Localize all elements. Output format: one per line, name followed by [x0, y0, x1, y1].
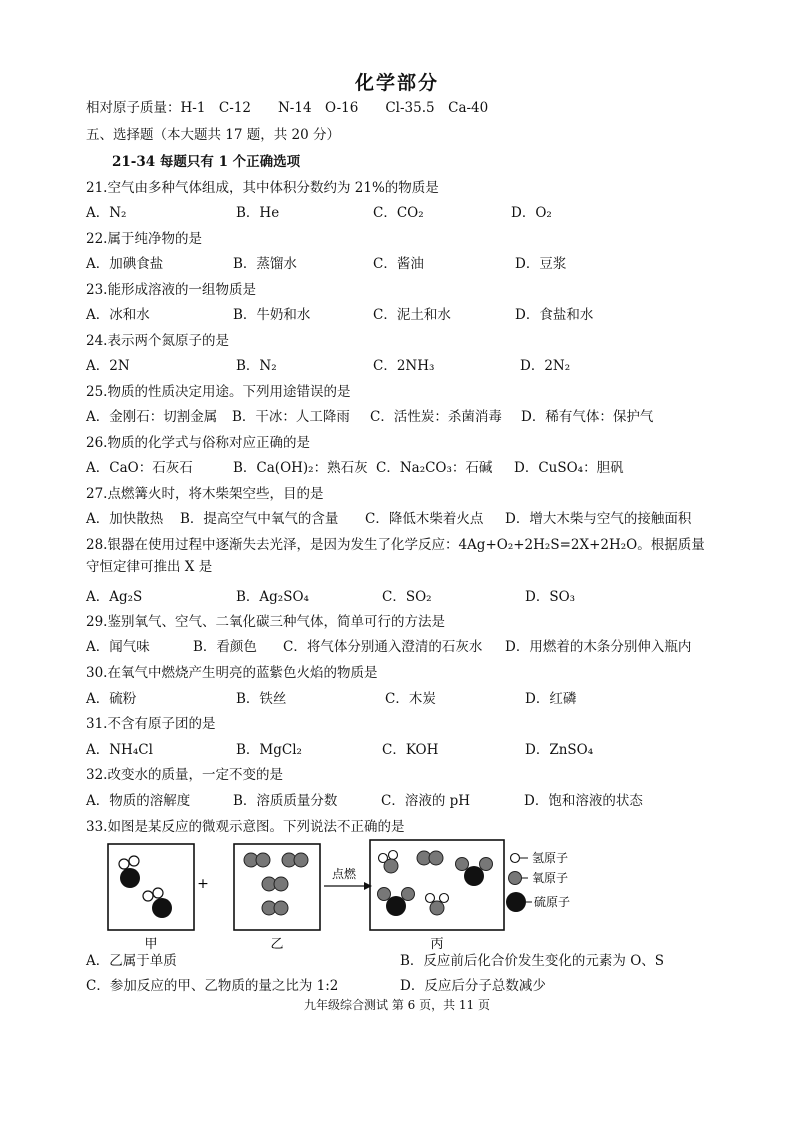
q27-option-a: A．加快散热 [86, 511, 164, 527]
q33-option-a: A．乙属于单质 [86, 953, 177, 969]
question-28: 28.银器在使用过程中逐渐失去光泽，是因为发生了化学反应：4Ag+O₂+2H₂S=2X+2H₂O。根据质量守恒定律可推出 X 是 [86, 537, 705, 575]
q26-option-c: C．Na₂CO₃：石碱 [376, 460, 493, 476]
sub-header: 21-34 每题只有 1 个正确选项 [112, 154, 301, 170]
q32-option-b: B．溶质质量分数 [233, 793, 338, 809]
section-header: 五、选择题（本大题共 17 题，共 20 分） [86, 127, 341, 143]
q25-option-a: A．金刚石：切割金属 [86, 409, 218, 425]
q24-option-b: B．N₂ [236, 358, 277, 374]
q22-option-b: B．蒸馏水 [233, 256, 297, 272]
q33-option-d: D．反应后分子总数减少 [400, 978, 546, 994]
q23-option-c: C．泥土和水 [373, 307, 451, 323]
caption-yi: 乙 [270, 937, 284, 952]
q22-option-c: C．酱油 [373, 256, 424, 272]
q32-option-c: C．溶液的 pH [381, 793, 471, 809]
legend-sulfur-icon [506, 892, 526, 912]
question-31: 31.不含有原子团的是 [86, 716, 216, 732]
q25-option-b: B．干冰：人工降雨 [232, 409, 350, 425]
q29-option-a: A．闻气味 [86, 639, 150, 655]
h2s-molecule [143, 888, 172, 918]
q29-option-c: C．将气体分别通入澄清的石灰水 [283, 639, 483, 655]
legend-hydrogen-label: 氢原子 [532, 851, 569, 865]
q27-option-b: B．提高空气中氧气的含量 [180, 511, 339, 527]
q32-option-d: D．饱和溶液的状态 [524, 793, 643, 809]
h2o-molecule [426, 894, 449, 916]
q30-option-a: A．硫粉 [86, 691, 137, 707]
question-32: 32.改变水的质量，一定不变的是 [86, 767, 283, 783]
q31-option-d: D．ZnSO₄ [525, 742, 594, 758]
q30-option-b: B．铁丝 [236, 691, 287, 707]
q23-option-b: B．牛奶和水 [233, 307, 311, 323]
legend-oxygen-label: 氧原子 [532, 871, 569, 885]
q21-option-a: A．N₂ [86, 205, 127, 221]
q31-option-b: B．MgCl₂ [236, 742, 302, 758]
question-22: 22.属于纯净物的是 [86, 231, 202, 247]
q21-option-c: C．CO₂ [373, 205, 424, 221]
legend-oxygen-icon [509, 872, 522, 885]
q33-option-c: C．参加反应的甲、乙物质的量之比为 1:2 [86, 978, 339, 994]
q22-option-a: A．加碘食盐 [86, 256, 164, 272]
q30-option-d: D．红磷 [525, 691, 577, 707]
o2-excess [417, 851, 443, 865]
q27-option-d: D．增大木柴与空气的接触面积 [505, 511, 692, 527]
question-21: 21.空气由多种气体组成，其中体积分数约为 21%的物质是 [86, 180, 439, 196]
legend-sulfur-label: 硫原子 [534, 895, 571, 909]
question-29: 29.鉴别氧气、空气、二氧化碳三种气体，简单可行的方法是 [86, 614, 445, 630]
q32-option-a: A．物质的溶解度 [86, 793, 191, 809]
q29-option-d: D．用燃着的木条分别伸入瓶内 [505, 639, 692, 655]
q24-option-a: A．2N [86, 358, 130, 374]
q31-option-a: A．NH₄Cl [86, 742, 153, 758]
so2-molecule [378, 888, 415, 917]
q21-option-d: D．O₂ [511, 205, 552, 221]
q25-option-d: D．稀有气体：保护气 [521, 409, 654, 425]
h2o-molecule [379, 851, 399, 874]
atomic-mass-line: 相对原子质量：H-1 C-12 N-14 O-16 Cl-35.5 Ca-40 [86, 100, 489, 116]
q30-option-c: C．木炭 [385, 691, 436, 707]
q26-option-a: A．CaO：石灰石 [86, 460, 193, 476]
q28-option-c: C．SO₂ [382, 589, 432, 605]
page-footer: 九年级综合测试 第 6 页，共 11 页 [304, 998, 490, 1012]
question-26: 26.物质的化学式与俗称对应正确的是 [86, 435, 310, 451]
o2-molecules [244, 853, 308, 915]
q22-option-d: D．豆浆 [515, 256, 567, 272]
q28-option-a: A．Ag₂S [86, 589, 143, 605]
q24-option-d: D．2N₂ [520, 358, 571, 374]
caption-jia: 甲 [144, 937, 158, 952]
q23-option-a: A．冰和水 [86, 307, 150, 323]
q33-option-b: B．反应前后化合价发生变化的元素为 O、S [400, 953, 665, 969]
page-title: 化学部分 [354, 72, 439, 94]
legend [506, 851, 570, 912]
legend-hydrogen-icon [511, 854, 520, 863]
question-30: 30.在氧气中燃烧产生明亮的蓝紫色火焰的物质是 [86, 665, 378, 681]
q31-option-c: C．KOH [382, 742, 439, 758]
q25-option-c: C．活性炭：杀菌消毒 [370, 409, 502, 425]
q28-option-b: B．Ag₂SO₄ [236, 589, 309, 605]
q26-option-d: D．CuSO₄：胆矾 [514, 460, 624, 476]
plus-sign: + [197, 876, 209, 892]
question-24: 24.表示两个氮原子的是 [86, 333, 229, 349]
q27-option-c: C．降低木柴着火点 [365, 511, 484, 527]
q24-option-c: C．2NH₃ [373, 358, 435, 374]
q28-option-d: D．SO₃ [525, 589, 576, 605]
caption-bing: 丙 [430, 937, 444, 952]
so2-molecule [456, 858, 493, 887]
question-23: 23.能形成溶液的一组物质是 [86, 282, 256, 298]
reaction-diagram [100, 836, 700, 956]
h2s-molecule [119, 856, 140, 888]
box-jia [108, 844, 194, 930]
question-27: 27.点燃篝火时，将木柴架空些，目的是 [86, 486, 324, 502]
q23-option-d: D．食盐和水 [515, 307, 594, 323]
question-25: 25.物质的性质决定用途。下列用途错误的是 [86, 384, 351, 400]
q21-option-b: B．He [236, 205, 280, 221]
q29-option-b: B．看颜色 [193, 639, 257, 655]
arrow-label: 点燃 [331, 867, 357, 881]
q26-option-b: B．Ca(OH)₂：熟石灰 [233, 460, 368, 476]
question-33: 33.如图是某反应的微观示意图。下列说法不正确的是 [86, 819, 405, 835]
